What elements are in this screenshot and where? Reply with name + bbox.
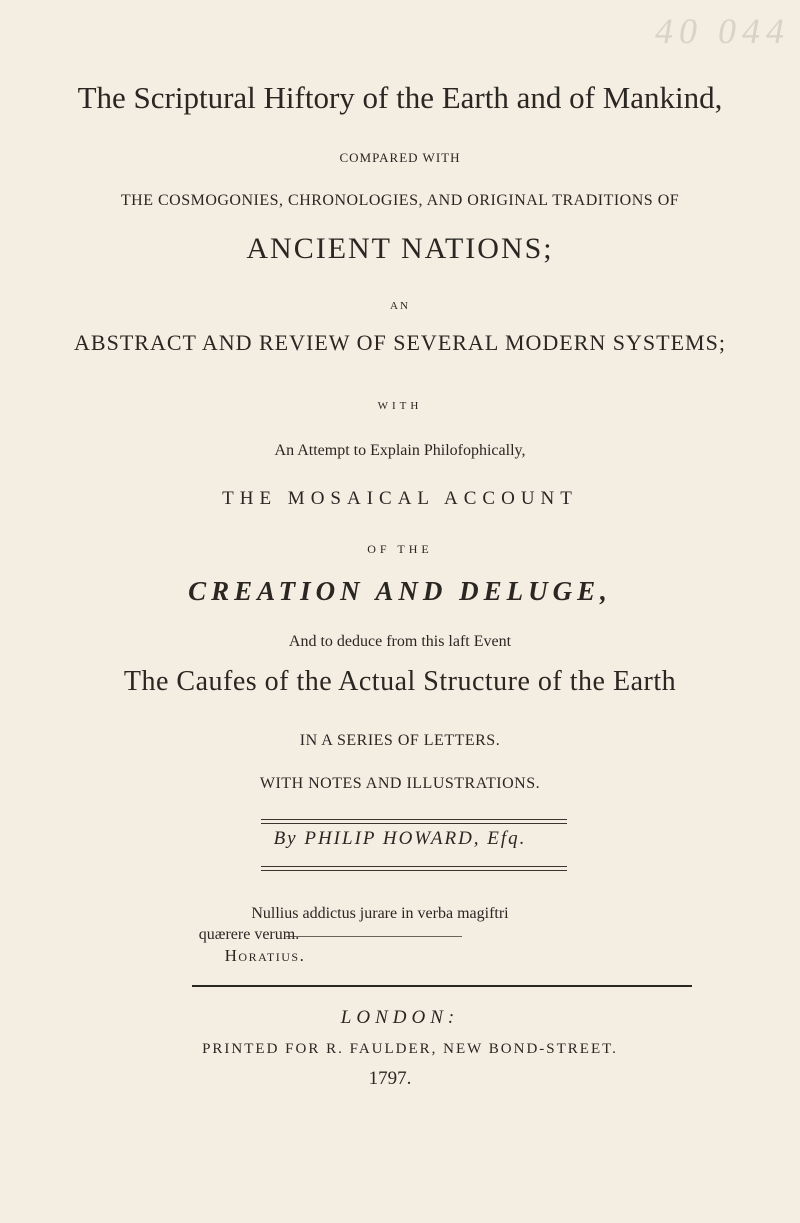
motto-line-1: Nullius addictus jurare in verba magiftri [251, 905, 509, 922]
creation-deluge-line: CREATION AND DELUGE, [188, 576, 612, 606]
imprint-printer: PRINTED FOR R. FAULDER, NEW BOND-STREET. [202, 1041, 618, 1057]
deduce-line: And to deduce from this laft Event [288, 633, 512, 650]
attempt-line: An Attempt to Explain Philofophically, [274, 442, 526, 459]
rule-above-author [261, 819, 567, 824]
compared-with-label: COMPARED WITH [339, 150, 461, 165]
title-line-abstract: ABSTRACT AND REVIEW OF SEVERAL MODERN SYSTEMS; [74, 330, 726, 355]
an-label: AN [390, 300, 410, 312]
of-the-label: OF THE [367, 542, 433, 556]
motto-attribution: Horatius. [224, 946, 306, 965]
notes-illustrations-line: WITH NOTES AND ILLUSTRATIONS. [259, 775, 541, 792]
imprint-city: LONDON: [340, 1007, 460, 1028]
title-line-cosmogonies: THE COSMOGONIES, CHRONOLOGIES, AND ORIGINAL TRADITIONS OF [120, 192, 680, 209]
rule-above-imprint [192, 985, 692, 987]
pencil-annotation: 40 044 [655, 11, 790, 51]
causes-line: The Caufes of the Actual Structure of the Earth [123, 666, 677, 697]
series-of-letters-line: IN A SERIES OF LETTERS. [299, 732, 501, 749]
rule-below-author [261, 866, 567, 871]
mosaical-account-line: THE MOSAICAL ACCOUNT [222, 488, 578, 509]
title-line-ancient-nations: ANCIENT NATIONS; [246, 232, 554, 265]
imprint-year: 1797. [368, 1068, 412, 1089]
title-line-main: The Scriptural Hiftory of the Earth and of Mankind, [77, 80, 723, 115]
author-line: By PHILIP HOWARD, Efq. [273, 828, 527, 849]
with-label: WITH [377, 400, 423, 412]
motto-line-2: quærere verum. [198, 926, 300, 943]
